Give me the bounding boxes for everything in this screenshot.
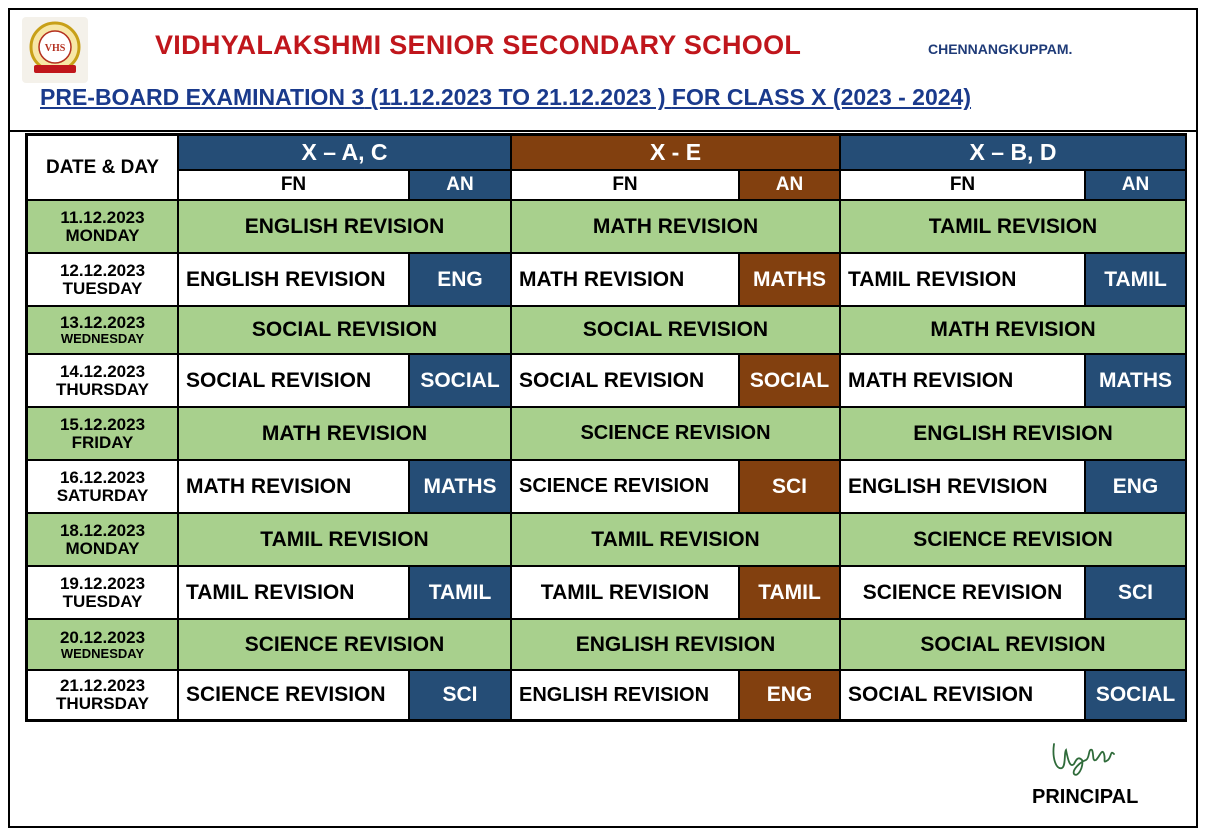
an-subheader: AN [739,170,840,200]
an-exam-cell: ENG [409,253,511,306]
day-text: FRIDAY [71,432,134,452]
date-text: 11.12.2023 [60,207,145,227]
date-text: 12.12.2023 [59,260,146,280]
day-text: SATURDAY [56,485,149,505]
revision-cell: SOCIAL REVISION [511,306,840,354]
an-exam-cell: ENG [1085,460,1186,513]
date-text: 16.12.2023 [59,467,146,487]
fn-session-cell: ENGLISH REVISION [511,670,739,720]
fn-session-cell: ENGLISH REVISION [178,253,409,306]
exam-title-class: FOR CLASS X (2023 - 2024) [671,84,972,110]
an-exam-cell: MATHS [739,253,840,306]
revision-cell: SCIENCE REVISION [178,619,511,670]
fn-session-cell: ENGLISH REVISION [840,460,1085,513]
date-cell [27,566,178,619]
date-text: 13.12.2023 [59,313,146,333]
fn-session-cell: MATH REVISION [178,460,409,513]
section-header: X – A, C [178,135,511,170]
revision-cell: ENGLISH REVISION [840,407,1186,460]
date-cell [27,460,178,513]
revision-cell: SOCIAL REVISION [840,619,1186,670]
an-exam-cell: SCI [739,460,840,513]
revision-cell: SOCIAL REVISION [178,306,511,354]
fn-session-cell: SOCIAL REVISION [178,354,409,407]
school-logo [22,17,88,83]
revision-cell: TAMIL REVISION [840,200,1186,253]
fn-session-cell: MATH REVISION [511,253,739,306]
an-exam-cell: SCI [1085,566,1186,619]
revision-cell: SCIENCE REVISION [840,513,1186,566]
revision-cell: SCIENCE REVISION [511,407,840,460]
date-cell [27,513,178,566]
date-text: 21.12.2023 [59,676,146,696]
principal-label: PRINCIPAL [1032,786,1139,808]
an-exam-cell: SCI [409,670,511,720]
date-cell [27,306,178,354]
fn-session-cell: SOCIAL REVISION [511,354,739,407]
school-location: CHENNANGKUPPAM. [928,41,1073,57]
fn-session-cell: TAMIL REVISION [511,566,739,619]
fn-session-cell: SCIENCE REVISION [511,460,739,513]
school-name: VIDHYALAKSHMI SENIOR SECONDARY SCHOOL [155,30,802,60]
date-cell [27,619,178,670]
day-text: THURSDAY [56,694,149,713]
exam-title [40,84,971,111]
an-exam-cell: MATHS [409,460,511,513]
date-cell [27,200,178,253]
day-text: WEDNESDAY [60,645,145,661]
fn-subheader: FN [178,170,409,200]
an-exam-cell: MATHS [1085,354,1186,407]
header-divider [10,130,1196,132]
revision-cell: MATH REVISION [840,306,1186,354]
fn-session-cell: SCIENCE REVISION [178,670,409,720]
section-header: X – B, D [840,135,1186,170]
fn-session-cell: TAMIL REVISION [178,566,409,619]
an-exam-cell: SOCIAL [1085,670,1186,720]
logo-text: VHS [44,43,66,54]
date-cell [27,407,178,460]
an-exam-cell: TAMIL [409,566,511,619]
date-text: 14.12.2023 [59,361,146,381]
date-cell [27,354,178,407]
date-text: 15.12.2023 [59,414,146,434]
an-subheader: AN [1085,170,1186,200]
revision-cell: MATH REVISION [178,407,511,460]
an-exam-cell: TAMIL [739,566,840,619]
date-day-header: DATE & DAY [27,135,178,200]
revision-cell: TAMIL REVISION [511,513,840,566]
date-cell [27,670,178,720]
date-text: 20.12.2023 [59,627,146,647]
an-subheader: AN [409,170,511,200]
fn-subheader: FN [511,170,739,200]
an-exam-cell: SOCIAL [739,354,840,407]
fn-session-cell: SCIENCE REVISION [840,566,1085,619]
an-exam-cell: TAMIL [1085,253,1186,306]
an-exam-cell: SOCIAL [409,354,511,407]
day-text: MONDAY [65,225,140,245]
revision-cell: TAMIL REVISION [178,513,511,566]
day-text: WEDNESDAY [60,331,145,347]
an-exam-cell: ENG [739,670,840,720]
day-text: THURSDAY [56,379,149,399]
fn-subheader: FN [840,170,1085,200]
date-text: 18.12.2023 [59,520,146,540]
date-cell [27,253,178,306]
revision-cell: ENGLISH REVISION [178,200,511,253]
fn-session-cell: MATH REVISION [840,354,1085,407]
principal-signature [1048,738,1118,780]
day-text: TUESDAY [62,278,143,298]
exam-title-dates: (11.12.2023 TO 21.12.2023 ) [364,84,672,110]
exam-title-name: PRE-BOARD EXAMINATION 3 [40,84,365,110]
day-text: MONDAY [65,538,140,558]
revision-cell: ENGLISH REVISION [511,619,840,670]
day-text: TUESDAY [62,591,143,611]
fn-session-cell: TAMIL REVISION [840,253,1085,306]
fn-session-cell: SOCIAL REVISION [840,670,1085,720]
section-header: X - E [511,135,840,170]
date-text: 19.12.2023 [59,573,146,593]
revision-cell: MATH REVISION [511,200,840,253]
